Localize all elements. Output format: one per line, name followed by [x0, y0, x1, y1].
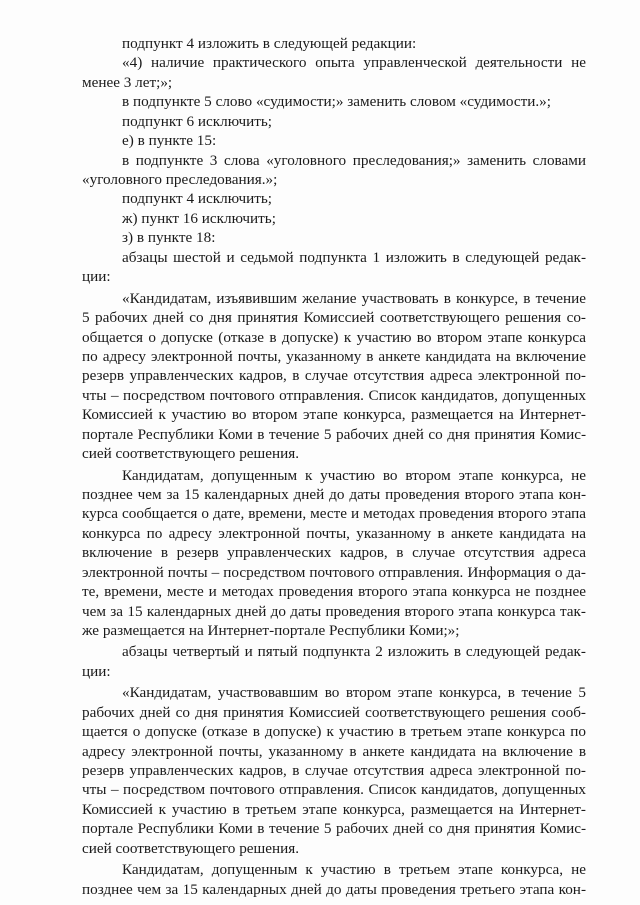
text-line: рабочих дней со дня принятия Комиссией соответствующего решения сооб- — [82, 703, 586, 721]
text-line: резерв управленческих кадров, в случае отсутствия адреса электронной по- — [82, 761, 586, 779]
text-line: по адресу электронной почты, указанному в анкете кандидата на включение — [82, 347, 586, 365]
text-line: портале Республики Коми в течение 5 рабочих дней со дня принятия Комис- — [82, 425, 586, 443]
text-line: Кандидатам, допущенным к участию в третьем этапе конкурса, не — [122, 861, 586, 878]
text-line: портале Республики Коми в течение 5 рабочих дней со дня принятия Комис- — [82, 820, 586, 838]
text-line: подпункт 4 исключить; — [122, 190, 273, 208]
text-line: сией соответствующего решения. — [82, 839, 299, 857]
text-line: абзацы шестой и седьмой подпункта 1 изложить в следующей редак- — [122, 248, 586, 266]
text-line: подпункт 4 изложить в следующей редакции: — [122, 35, 417, 52]
text-line: ж) пункт 16 исключить; — [122, 209, 276, 227]
text-line: щается о допуске (отказе в допуске) к участию в третьем этапе конкурса по — [82, 723, 586, 740]
text-line: чты – посредством почтового отправления. Список кандидатов, допущенных — [82, 386, 586, 404]
text-line: з) в пункте 18: — [122, 229, 216, 247]
text-line: 5 рабочих дней со дня принятия Комиссией соответствующего решения со- — [82, 309, 586, 326]
text-line: Кандидатам, допущенным к участию во втором этапе конкурса, не — [122, 466, 586, 484]
text-line: позднее чем за 15 календарных дней до даты проведения третьего этапа кон- — [82, 880, 586, 898]
text-line: в подпункте 5 слово «судимости;» заменить словом «судимости.»; — [122, 93, 551, 111]
text-line: ции: — [82, 268, 111, 286]
text-line: Комиссией к участию во втором этапе конкурса, размещается на Интернет- — [82, 406, 586, 424]
text-line: в подпункте 3 слова «уголовного преследования;» заменить словами — [122, 151, 586, 169]
text-line: общается о допуске (отказе в допуске) к участию во втором этапе конкурса — [82, 328, 586, 346]
text-line: включение в резерв управленческих кадров, в случае отсутствия адреса — [82, 544, 586, 562]
text-line: «4) наличие практического опыта управленческой деятельности не — [122, 54, 586, 72]
text-line: «Кандидатам, участвовавшим во втором этапе конкурса, в течение 5 — [122, 684, 586, 702]
text-line: «уголовного преследования.»; — [82, 171, 278, 188]
text-line: же размещается на Интернет-портале Республики Коми;»; — [82, 621, 460, 639]
text-line: чем за 15 календарных дней до даты проведения второго этапа конкурса так- — [82, 602, 586, 620]
text-line: ции: — [82, 662, 111, 680]
text-line: курса сообщается о дате, времени, месте и методах проведения второго этапа — [82, 505, 586, 523]
text-line: резерв управленческих кадров, в случае отсутствия адреса электронной по- — [82, 367, 586, 385]
text-line: позднее чем за 15 календарных дней до даты проведения второго этапа кон- — [82, 485, 586, 503]
text-line: менее 3 лет;»; — [82, 73, 173, 91]
text-line: Комиссией к участию в третьем этапе конкурса, размещается на Интернет- — [82, 800, 586, 818]
text-line: электронной почты – посредством почтового отправления. Информация о да- — [82, 563, 586, 581]
text-line: «Кандидатам, изъявившим желание участвовать в конкурсе, в течение — [122, 289, 586, 307]
text-line: е) в пункте 15: — [122, 132, 217, 150]
text-line: те, времени, месте и методах проведения второго этапа конкурса не позднее — [82, 583, 586, 600]
text-line: подпункт 6 исключить; — [122, 112, 273, 130]
text-line: сией соответствующего решения. — [82, 445, 299, 462]
text-line: конкурса по адресу электронной почты, указанному в анкете кандидата на — [82, 524, 586, 542]
text-line: чты – посредством почтового отправления. Список кандидатов, допущенных — [82, 781, 586, 799]
text-line: адресу электронной почты, указанному в анкете кандидата на включение в — [82, 742, 586, 760]
text-line: абзацы четвертый и пятый подпункта 2 изложить в следующей редак- — [122, 643, 586, 661]
